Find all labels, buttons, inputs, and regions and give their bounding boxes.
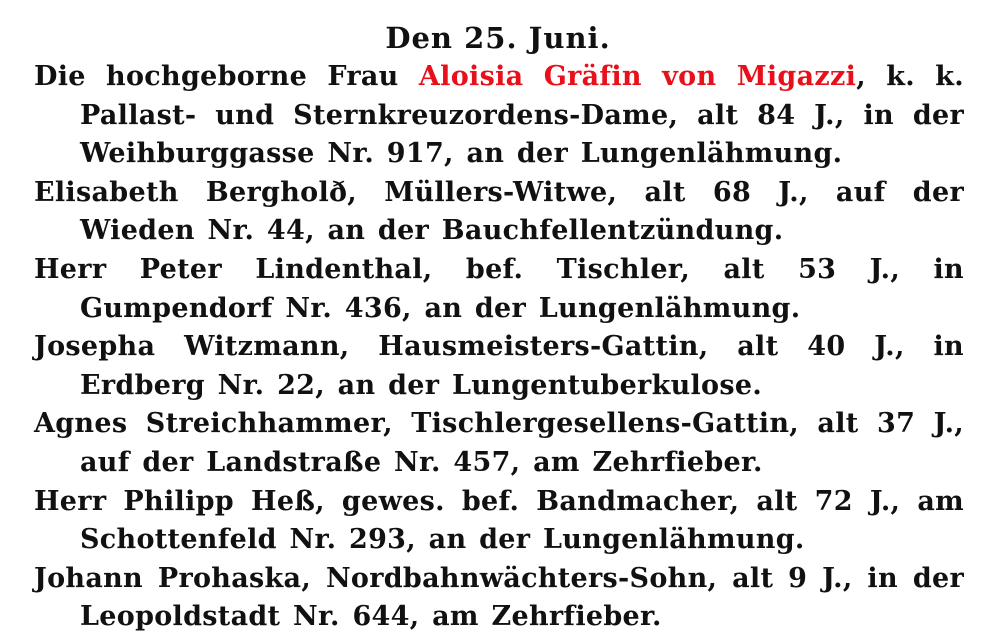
death-notice-entry xyxy=(34,58,964,174)
page-heading: Den 25. Juni. xyxy=(385,21,611,55)
entry-text: Elisabeth Bergholð, Müllers-Witwe, alt 68 J., auf der Wieden Nr. 44, an der Bauchfellentzündung. xyxy=(34,176,964,247)
highlighted-name: Aloisia Gräfin von Migazzi xyxy=(418,61,857,92)
entry-text: Herr Peter Lindenthal, bef. Tischler, alt 53 J., in Gumpendorf Nr. 436, an der Lungenlähmung. xyxy=(34,253,964,324)
death-notice-entry xyxy=(34,405,964,482)
death-notice-entry xyxy=(34,174,964,251)
death-notice-list xyxy=(34,58,964,637)
death-notice-entry xyxy=(34,483,964,560)
entry-prefix: Die hochgeborne Frau xyxy=(34,61,419,92)
entry-text: Johann Prohaska, Nordbahnwächters-Sohn, alt 9 J., in der Leopoldstadt Nr. 644, am Zehrfieber. xyxy=(34,562,964,633)
entry-text: Josepha Witzmann, Hausmeisters-Gattin, alt 40 J., in Erdberg Nr. 22, an der Lungentuberkulose. xyxy=(34,331,964,401)
death-notice-entry xyxy=(34,560,964,637)
entry-text: Agnes Streichhammer, Tischlergesellens-Gattin, alt 37 J., auf der Landstraße Nr. 457, am Zehrfieber. xyxy=(34,408,964,478)
entry-text: , k. k. Pallast- und Sternkreuzordens-Dame, alt 84 J., in der Weihburggasse Nr. 917, an der Lungenlähmung. xyxy=(80,61,964,170)
death-notice-entry xyxy=(34,328,964,405)
death-notice-entry xyxy=(34,251,964,328)
entry-text: Herr Philipp Heß, gewes. bef. Bandmacher, alt 72 J., am Schottenfeld Nr. 293, an der Lungenlähmung. xyxy=(34,485,964,556)
